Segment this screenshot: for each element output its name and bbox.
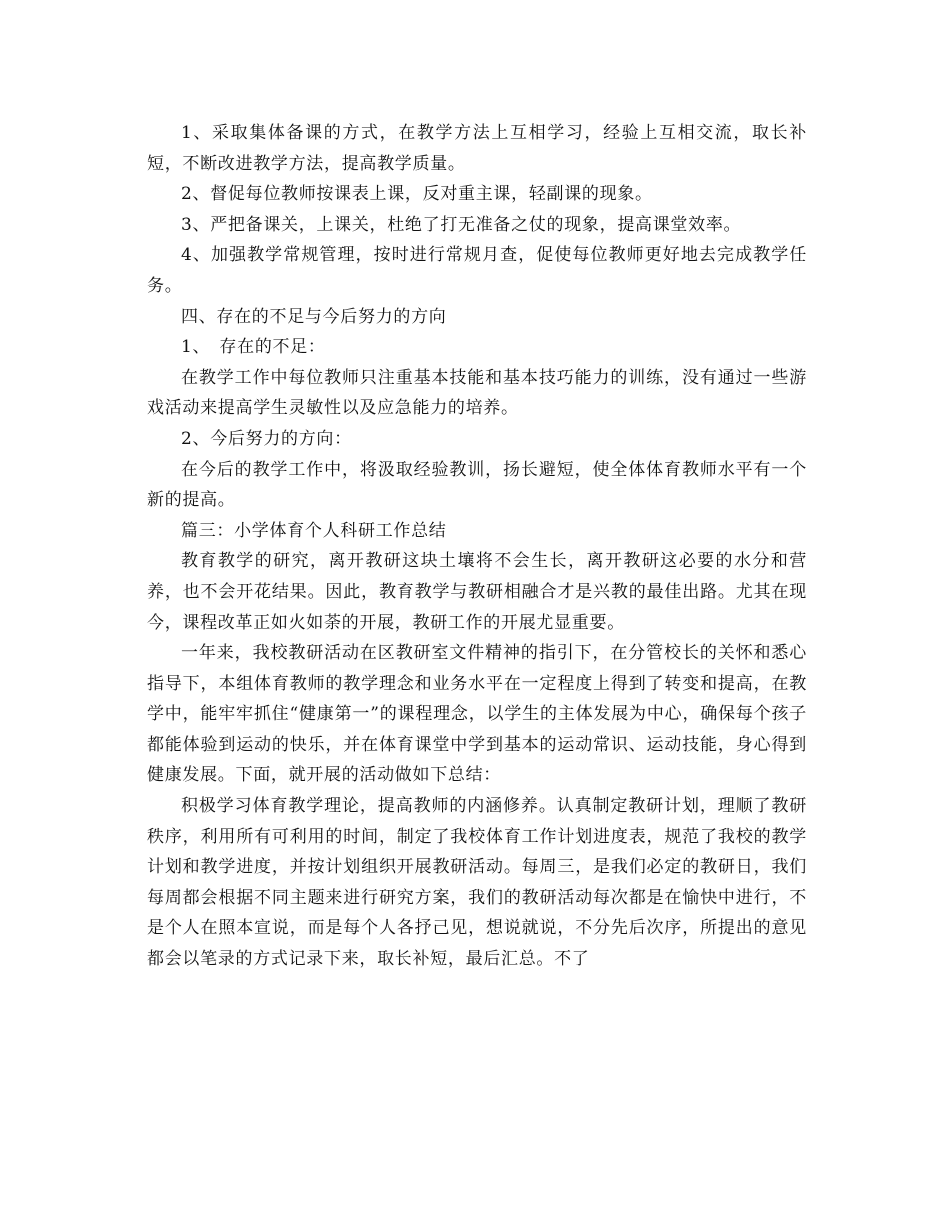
paragraph-2: 2、督促每位教师按课表上课，反对重主课，轻副课的现象。 xyxy=(181,184,653,205)
paragraph-intro: 教育教学的研究，离开教研这块土壤将不会生长，离开教研这必要的水分和营养，也不会开花结果。因此，教育教学与教研相融合才是兴教的最佳出路。尤其在现今，课程改革正如火如荼的开展，教研工作的开展尤显重要。 xyxy=(147,551,807,633)
paragraph-theory-study: 积极学习体育教学理论，提高教师的内涵修养。认真制定教研计划，理顺了教研秩序，利用所有可利用的时间，制定了我校体育工作计划进度表，规范了我校的教学计划和教学进度，并按计划组织开展教研活动。每周三，是我们必定的教研日，我们每周都会根据不同主题来进行研究方案，我们的教研活动每次都是在愉快中进行，不是个人在照本宣说，而是每个人各抒己见，想说就说，不分先后次序，所提出的意见都会以笔录的方式记录下来，取长补短，最后汇总。不了 xyxy=(147,796,807,970)
section-heading-4: 四、存在的不足与今后努力的方向 xyxy=(181,306,447,327)
paragraph-4: 4、加强教学常规管理，按时进行常规月查，促使每位教师更好地去完成教学任务。 xyxy=(147,245,807,296)
document-body xyxy=(147,118,807,975)
paragraph-direction: 在今后的教学工作中，将汲取经验教训，扬长避短，使全体体育教师水平有一个新的提高。 xyxy=(147,459,807,511)
paragraph-shortcomings: 在教学工作中每位教师只注重基本技能和基本技巧能力的训练，没有通过一些游戏活动来提高学生灵敏性以及应急能力的培养。 xyxy=(147,367,807,419)
paragraph-year-review: 一年来，我校教研活动在区教研室文件精神的指引下，在分管校长的关怀和悉心指导下，本组体育教师的教学理念和业务水平在一定程度上得到了转变和提高，在教学中，能牢牢抓住“健康第一”的课程理念，以学生的主体发展为中心，确保每个孩子都能体验到运动的快乐，并在体育课堂中学到基本的运动常识、运动技能，身心得到健康发展。下面，就开展的活动做如下总结： xyxy=(147,643,807,786)
paragraph-3: 3、严把备课关，上课关，杜绝了打无准备之仗的现象，提高课堂效率。 xyxy=(181,214,742,235)
subheading-direction: 2、今后努力的方向： xyxy=(181,428,352,449)
subheading-shortcomings: 1、 存在的不足： xyxy=(181,337,326,358)
paragraph-1: 1、采取集体备课的方式，在教学方法上互相学习，经验上互相交流，取长补短，不断改进教学方法，提高教学质量。 xyxy=(147,123,807,174)
chapter-heading-3: 篇三：小学体育个人科研工作总结 xyxy=(181,520,447,541)
